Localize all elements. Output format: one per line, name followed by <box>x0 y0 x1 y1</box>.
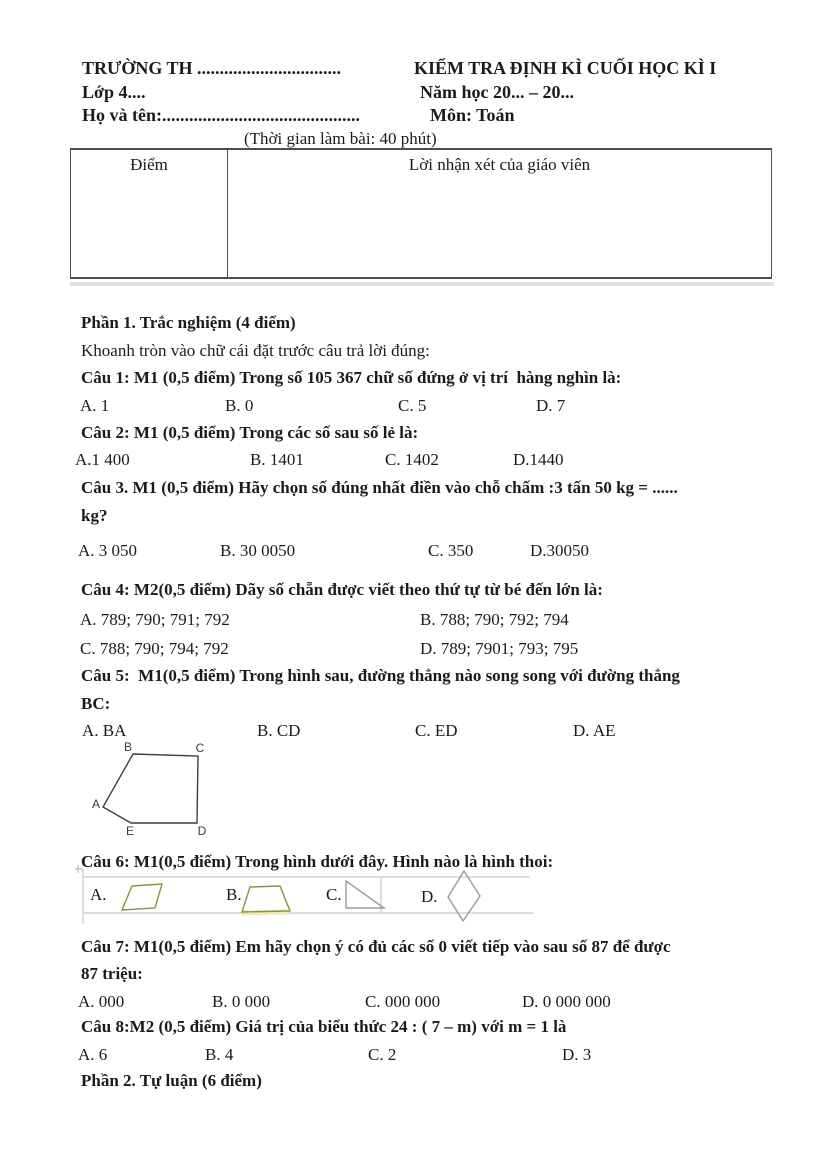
class-line: Lớp 4.... <box>82 82 146 102</box>
q1-option-d: D. 7 <box>536 396 566 415</box>
comment-header-cell: Lời nhận xét của giáo viên <box>408 155 591 174</box>
q2-option-b: B. 1401 <box>250 450 304 469</box>
parallelogram-shape <box>122 884 162 910</box>
school-name-line: TRƯỜNG TH ................................ <box>82 58 342 78</box>
comment-column <box>228 150 771 277</box>
q5-option-c: C. ED <box>415 721 458 740</box>
duration-line: (Thời gian làm bài: 40 phút) <box>244 129 437 148</box>
q3-option-d: D.30050 <box>530 541 590 560</box>
triangle-shape <box>346 881 384 908</box>
vertex-label-c: C <box>195 741 205 755</box>
q7-option-a: A. 000 <box>78 992 125 1011</box>
q6-shape-label-b: B. <box>226 885 242 904</box>
pentagon-shape <box>103 754 198 823</box>
q1-option-b: B. 0 <box>225 396 254 415</box>
score-table <box>70 148 772 279</box>
q7-stem-line2: 87 triệu: <box>81 964 143 983</box>
score-header-cell: Điểm <box>130 155 168 174</box>
q8-option-a: A. 6 <box>78 1045 108 1064</box>
q2-stem: Câu 2: M1 (0,5 điểm) Trong các số sau số lẻ là: <box>81 423 419 442</box>
q2-option-a: A.1 400 <box>75 450 130 469</box>
part2-title: Phần 2. Tự luận (6 điểm) <box>81 1071 262 1090</box>
q3-option-a: A. 3 050 <box>78 541 138 560</box>
school-year-line: Năm học 20... – 20... <box>420 82 574 102</box>
score-column <box>71 150 228 277</box>
q2-option-d: D.1440 <box>513 450 564 469</box>
q6-shape-label-c: C. <box>326 885 342 904</box>
vertex-label-d: D <box>197 824 207 838</box>
q2-option-c: C. 1402 <box>385 450 439 469</box>
shapes-figure <box>74 862 544 930</box>
q8-stem: Câu 8:M2 (0,5 điểm) Giá trị của biểu thức 24 : ( 7 – m) với m = 1 là <box>81 1017 567 1036</box>
q3-option-b: B. 30 0050 <box>220 541 296 560</box>
q5-option-d: D. AE <box>573 721 616 740</box>
vertex-label-e: E <box>125 824 135 838</box>
q5-stem-line2: BC: <box>81 694 111 713</box>
part1-title: Phần 1. Trắc nghiệm (4 điểm) <box>81 313 296 332</box>
q7-option-d: D. 0 000 000 <box>522 992 611 1011</box>
q6-stem: Câu 6: M1(0,5 điểm) Trong hình dưới đây. Hình nào là hình thoi: <box>81 852 554 871</box>
student-name-line: Họ và tên:............................................ <box>82 105 360 125</box>
q6-shape-label-a: A. <box>90 885 107 904</box>
q4-stem: Câu 4: M2(0,5 điểm) Dãy số chẵn được viết theo thứ tự từ bé đến lớn là: <box>81 580 603 599</box>
q6-shape-label-d: D. <box>421 887 438 906</box>
q7-option-c: C. 000 000 <box>365 992 441 1011</box>
pentagon-figure <box>86 738 221 846</box>
q1-option-c: C. 5 <box>398 396 427 415</box>
cursor-artifact <box>75 865 82 873</box>
q3-option-c: C. 350 <box>428 541 474 560</box>
subject-line: Môn: Toán <box>430 105 515 125</box>
q4-option-d: D. 789; 7901; 793; 795 <box>420 639 579 658</box>
q8-option-b: B. 4 <box>205 1045 234 1064</box>
q4-option-a: A. 789; 790; 791; 792 <box>80 610 230 629</box>
q7-stem-line1: Câu 7: M1(0,5 điểm) Em hãy chọn ý có đủ các số 0 viết tiếp vào sau số 87 để được <box>81 937 671 956</box>
q1-stem: Câu 1: M1 (0,5 điểm) Trong số 105 367 chữ số đứng ở vị trí hàng nghìn là: <box>81 368 622 387</box>
part1-instruction: Khoanh tròn vào chữ cái đặt trước câu trả lời đúng: <box>81 341 430 360</box>
q5-stem-line1: Câu 5: M1(0,5 điểm) Trong hình sau, đường thẳng nào song song với đường thẳng <box>81 666 680 685</box>
q8-option-d: D. 3 <box>562 1045 592 1064</box>
q8-option-c: C. 2 <box>368 1045 397 1064</box>
q3-stem-line2: kg? <box>81 506 108 525</box>
q5-option-b: B. CD <box>257 721 301 740</box>
q1-option-a: A. 1 <box>80 396 110 415</box>
trapezoid-shape <box>242 886 290 912</box>
vertex-label-a: A <box>91 797 101 811</box>
q7-option-b: B. 0 000 <box>212 992 271 1011</box>
vertex-label-b: B <box>123 740 133 754</box>
q3-stem-line1: Câu 3. M1 (0,5 điểm) Hãy chọn số đúng nhất điền vào chỗ chấm :3 tấn 50 kg = ...... <box>81 478 678 497</box>
table-shadow <box>70 282 774 286</box>
exam-title: KIỂM TRA ĐỊNH KÌ CUỐI HỌC KÌ I <box>414 58 717 78</box>
q4-option-b: B. 788; 790; 792; 794 <box>420 610 569 629</box>
q5-option-a: A. BA <box>82 721 127 740</box>
q4-option-c: C. 788; 790; 794; 792 <box>80 639 229 658</box>
